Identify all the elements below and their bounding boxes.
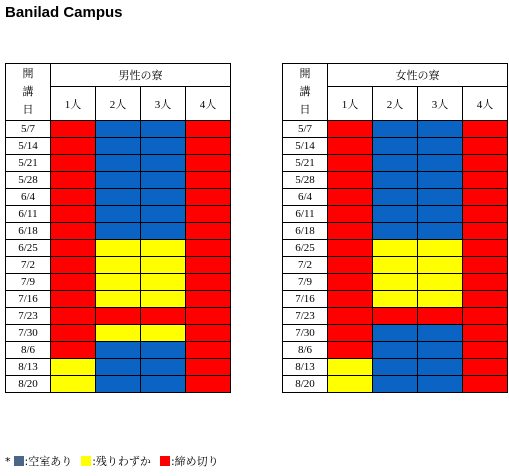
date-column-header — [283, 64, 328, 121]
availability-cell-red — [51, 155, 96, 172]
availability-cell-red — [51, 121, 96, 138]
availability-cell-yellow — [96, 291, 141, 308]
availability-cell-blue — [418, 172, 463, 189]
table-row — [283, 189, 508, 206]
date-cell: 7/23 — [6, 308, 51, 325]
table-row — [6, 274, 231, 291]
womens-dorm-schedule-table — [282, 63, 508, 393]
availability-cell-red — [328, 240, 373, 257]
legend-swatch-available — [14, 456, 24, 466]
table-row — [6, 121, 231, 138]
availability-cell-yellow — [96, 257, 141, 274]
table-row — [283, 342, 508, 359]
availability-cell-blue — [141, 121, 186, 138]
table-row — [6, 376, 231, 393]
date-cell: 5/14 — [283, 138, 328, 155]
availability-cell-blue — [96, 376, 141, 393]
room-size-header: 1人 — [328, 87, 373, 121]
page-title: Banilad Campus — [5, 4, 123, 21]
availability-cell-yellow — [373, 274, 418, 291]
table-row — [6, 359, 231, 376]
date-cell: 7/30 — [6, 325, 51, 342]
date-cell: 7/23 — [283, 308, 328, 325]
availability-cell-blue — [141, 189, 186, 206]
availability-cell-red — [463, 240, 508, 257]
table-row — [283, 359, 508, 376]
womens-dorm-title: 女性の寮 — [328, 64, 508, 87]
availability-cell-blue — [418, 189, 463, 206]
availability-cell-red — [186, 189, 231, 206]
availability-cell-red — [51, 172, 96, 189]
availability-cell-red — [186, 359, 231, 376]
availability-cell-red — [328, 121, 373, 138]
availability-cell-red — [51, 257, 96, 274]
availability-cell-blue — [141, 172, 186, 189]
availability-cell-red — [328, 189, 373, 206]
availability-cell-blue — [96, 138, 141, 155]
availability-cell-blue — [373, 376, 418, 393]
availability-cell-red — [186, 291, 231, 308]
room-size-header: 2人 — [96, 87, 141, 121]
date-cell: 8/13 — [283, 359, 328, 376]
mens-dorm-schedule-table — [5, 63, 231, 393]
table-row — [6, 342, 231, 359]
availability-cell-red — [51, 308, 96, 325]
table-row — [6, 189, 231, 206]
table-row — [283, 121, 508, 138]
date-cell: 7/16 — [6, 291, 51, 308]
table-row — [6, 223, 231, 240]
availability-cell-yellow — [373, 240, 418, 257]
availability-cell-blue — [96, 206, 141, 223]
date-cell: 8/6 — [6, 342, 51, 359]
table-row — [6, 206, 231, 223]
table-row — [6, 325, 231, 342]
availability-cell-blue — [96, 223, 141, 240]
date-cell: 5/28 — [283, 172, 328, 189]
room-size-header: 1人 — [51, 87, 96, 121]
availability-cell-blue — [373, 155, 418, 172]
availability-cell-blue — [418, 325, 463, 342]
availability-cell-blue — [96, 359, 141, 376]
table-row — [6, 138, 231, 155]
availability-cell-red — [328, 138, 373, 155]
date-cell: 6/4 — [283, 189, 328, 206]
date-cell: 7/9 — [283, 274, 328, 291]
availability-cell-red — [186, 308, 231, 325]
date-cell: 8/20 — [283, 376, 328, 393]
room-size-header: 3人 — [418, 87, 463, 121]
table-row — [283, 376, 508, 393]
availability-cell-blue — [141, 376, 186, 393]
availability-cell-red — [186, 257, 231, 274]
date-column-header — [6, 64, 51, 121]
table-row — [283, 138, 508, 155]
availability-cell-red — [463, 223, 508, 240]
availability-cell-yellow — [96, 240, 141, 257]
availability-cell-red — [51, 325, 96, 342]
date-cell: 6/25 — [283, 240, 328, 257]
availability-cell-blue — [373, 223, 418, 240]
availability-cell-blue — [418, 223, 463, 240]
availability-cell-blue — [96, 155, 141, 172]
availability-cell-red — [328, 325, 373, 342]
availability-cell-red — [328, 223, 373, 240]
availability-cell-red — [463, 291, 508, 308]
availability-cell-yellow — [96, 325, 141, 342]
availability-cell-yellow — [141, 240, 186, 257]
availability-cell-blue — [373, 138, 418, 155]
availability-cell-red — [186, 121, 231, 138]
date-header-char: 日 — [22, 104, 34, 116]
availability-cell-red — [186, 274, 231, 291]
date-cell: 6/11 — [283, 206, 328, 223]
availability-cell-red — [418, 308, 463, 325]
availability-cell-blue — [418, 121, 463, 138]
table-row — [283, 291, 508, 308]
date-cell: 6/18 — [283, 223, 328, 240]
legend-swatch-closed — [160, 456, 170, 466]
table-row — [283, 155, 508, 172]
availability-cell-blue — [418, 155, 463, 172]
date-cell: 7/9 — [6, 274, 51, 291]
date-cell: 5/14 — [6, 138, 51, 155]
availability-cell-yellow — [418, 291, 463, 308]
table-row — [283, 257, 508, 274]
availability-cell-red — [328, 172, 373, 189]
availability-cell-red — [328, 291, 373, 308]
availability-cell-red — [463, 138, 508, 155]
availability-cell-blue — [96, 121, 141, 138]
availability-cell-red — [328, 206, 373, 223]
table-row — [6, 155, 231, 172]
legend — [5, 453, 225, 469]
room-size-header: 3人 — [141, 87, 186, 121]
date-cell: 5/7 — [6, 121, 51, 138]
availability-cell-yellow — [328, 376, 373, 393]
availability-cell-red — [328, 155, 373, 172]
availability-cell-blue — [96, 342, 141, 359]
availability-cell-yellow — [96, 274, 141, 291]
availability-cell-red — [51, 240, 96, 257]
table-row — [283, 308, 508, 325]
availability-cell-blue — [141, 138, 186, 155]
date-header-char: 講 — [299, 86, 311, 98]
availability-cell-red — [463, 376, 508, 393]
availability-cell-blue — [373, 342, 418, 359]
availability-cell-blue — [418, 376, 463, 393]
table-row — [283, 325, 508, 342]
date-header-char: 日 — [299, 104, 311, 116]
availability-cell-yellow — [418, 257, 463, 274]
availability-cell-blue — [373, 121, 418, 138]
availability-cell-red — [463, 189, 508, 206]
legend-asterisk: * — [5, 454, 11, 468]
room-size-header: 4人 — [463, 87, 508, 121]
availability-cell-red — [51, 189, 96, 206]
table-row — [283, 172, 508, 189]
legend-label-closed: :締め切り — [170, 455, 219, 468]
date-cell: 5/21 — [6, 155, 51, 172]
availability-cell-blue — [141, 342, 186, 359]
date-cell: 6/4 — [6, 189, 51, 206]
availability-cell-yellow — [373, 257, 418, 274]
table-row — [283, 223, 508, 240]
date-cell: 7/16 — [283, 291, 328, 308]
availability-cell-red — [463, 121, 508, 138]
availability-cell-red — [186, 172, 231, 189]
availability-cell-blue — [418, 206, 463, 223]
date-header-char: 開 — [299, 68, 311, 80]
availability-cell-red — [463, 342, 508, 359]
date-cell: 5/7 — [283, 121, 328, 138]
date-cell: 7/2 — [283, 257, 328, 274]
availability-cell-red — [463, 359, 508, 376]
date-cell: 5/21 — [283, 155, 328, 172]
availability-cell-red — [186, 206, 231, 223]
availability-cell-red — [463, 308, 508, 325]
availability-cell-red — [186, 325, 231, 342]
date-cell: 8/20 — [6, 376, 51, 393]
availability-cell-red — [373, 308, 418, 325]
availability-cell-blue — [141, 206, 186, 223]
availability-cell-blue — [96, 189, 141, 206]
availability-cell-red — [141, 308, 186, 325]
availability-cell-blue — [418, 342, 463, 359]
date-cell: 5/28 — [6, 172, 51, 189]
availability-cell-yellow — [51, 376, 96, 393]
availability-cell-red — [51, 223, 96, 240]
availability-cell-blue — [373, 325, 418, 342]
availability-cell-yellow — [373, 291, 418, 308]
availability-cell-red — [186, 342, 231, 359]
availability-cell-blue — [96, 172, 141, 189]
availability-cell-red — [328, 342, 373, 359]
availability-cell-red — [463, 325, 508, 342]
availability-cell-red — [186, 376, 231, 393]
availability-cell-yellow — [418, 240, 463, 257]
availability-cell-red — [96, 308, 141, 325]
table-row — [6, 257, 231, 274]
availability-cell-red — [51, 291, 96, 308]
availability-cell-red — [463, 257, 508, 274]
date-cell: 7/30 — [283, 325, 328, 342]
date-cell: 6/18 — [6, 223, 51, 240]
date-cell: 6/25 — [6, 240, 51, 257]
room-size-header: 4人 — [186, 87, 231, 121]
availability-cell-red — [328, 308, 373, 325]
availability-cell-yellow — [141, 291, 186, 308]
availability-cell-red — [186, 155, 231, 172]
availability-cell-blue — [373, 206, 418, 223]
table-row — [283, 274, 508, 291]
date-cell: 8/6 — [283, 342, 328, 359]
table-row — [6, 172, 231, 189]
availability-cell-red — [328, 274, 373, 291]
availability-cell-blue — [373, 359, 418, 376]
mens-dorm-title: 男性の寮 — [51, 64, 231, 87]
availability-cell-yellow — [51, 359, 96, 376]
availability-cell-yellow — [141, 274, 186, 291]
date-cell: 6/11 — [6, 206, 51, 223]
availability-cell-blue — [418, 138, 463, 155]
availability-cell-yellow — [418, 274, 463, 291]
date-cell: 8/13 — [6, 359, 51, 376]
table-row — [6, 291, 231, 308]
availability-cell-blue — [418, 359, 463, 376]
legend-swatch-few-left — [81, 456, 91, 466]
availability-cell-yellow — [141, 257, 186, 274]
availability-cell-red — [463, 172, 508, 189]
availability-cell-red — [186, 138, 231, 155]
table-row — [6, 308, 231, 325]
availability-cell-red — [51, 206, 96, 223]
room-size-header: 2人 — [373, 87, 418, 121]
legend-label-few-left: :残りわずか — [92, 455, 151, 468]
availability-cell-yellow — [328, 359, 373, 376]
legend-label-available: :空室あり — [24, 455, 73, 468]
availability-cell-red — [186, 240, 231, 257]
table-row — [283, 206, 508, 223]
availability-cell-blue — [141, 155, 186, 172]
availability-cell-red — [463, 155, 508, 172]
availability-cell-red — [51, 138, 96, 155]
availability-cell-red — [463, 274, 508, 291]
date-header-char: 講 — [22, 86, 34, 98]
availability-cell-blue — [373, 189, 418, 206]
availability-cell-blue — [141, 359, 186, 376]
availability-cell-red — [51, 274, 96, 291]
availability-cell-red — [51, 342, 96, 359]
table-row — [6, 240, 231, 257]
availability-cell-blue — [141, 223, 186, 240]
date-cell: 7/2 — [6, 257, 51, 274]
availability-cell-red — [328, 257, 373, 274]
availability-cell-yellow — [141, 325, 186, 342]
availability-cell-red — [186, 223, 231, 240]
availability-cell-blue — [373, 172, 418, 189]
date-header-char: 開 — [22, 68, 34, 80]
availability-cell-red — [463, 206, 508, 223]
table-row — [283, 240, 508, 257]
